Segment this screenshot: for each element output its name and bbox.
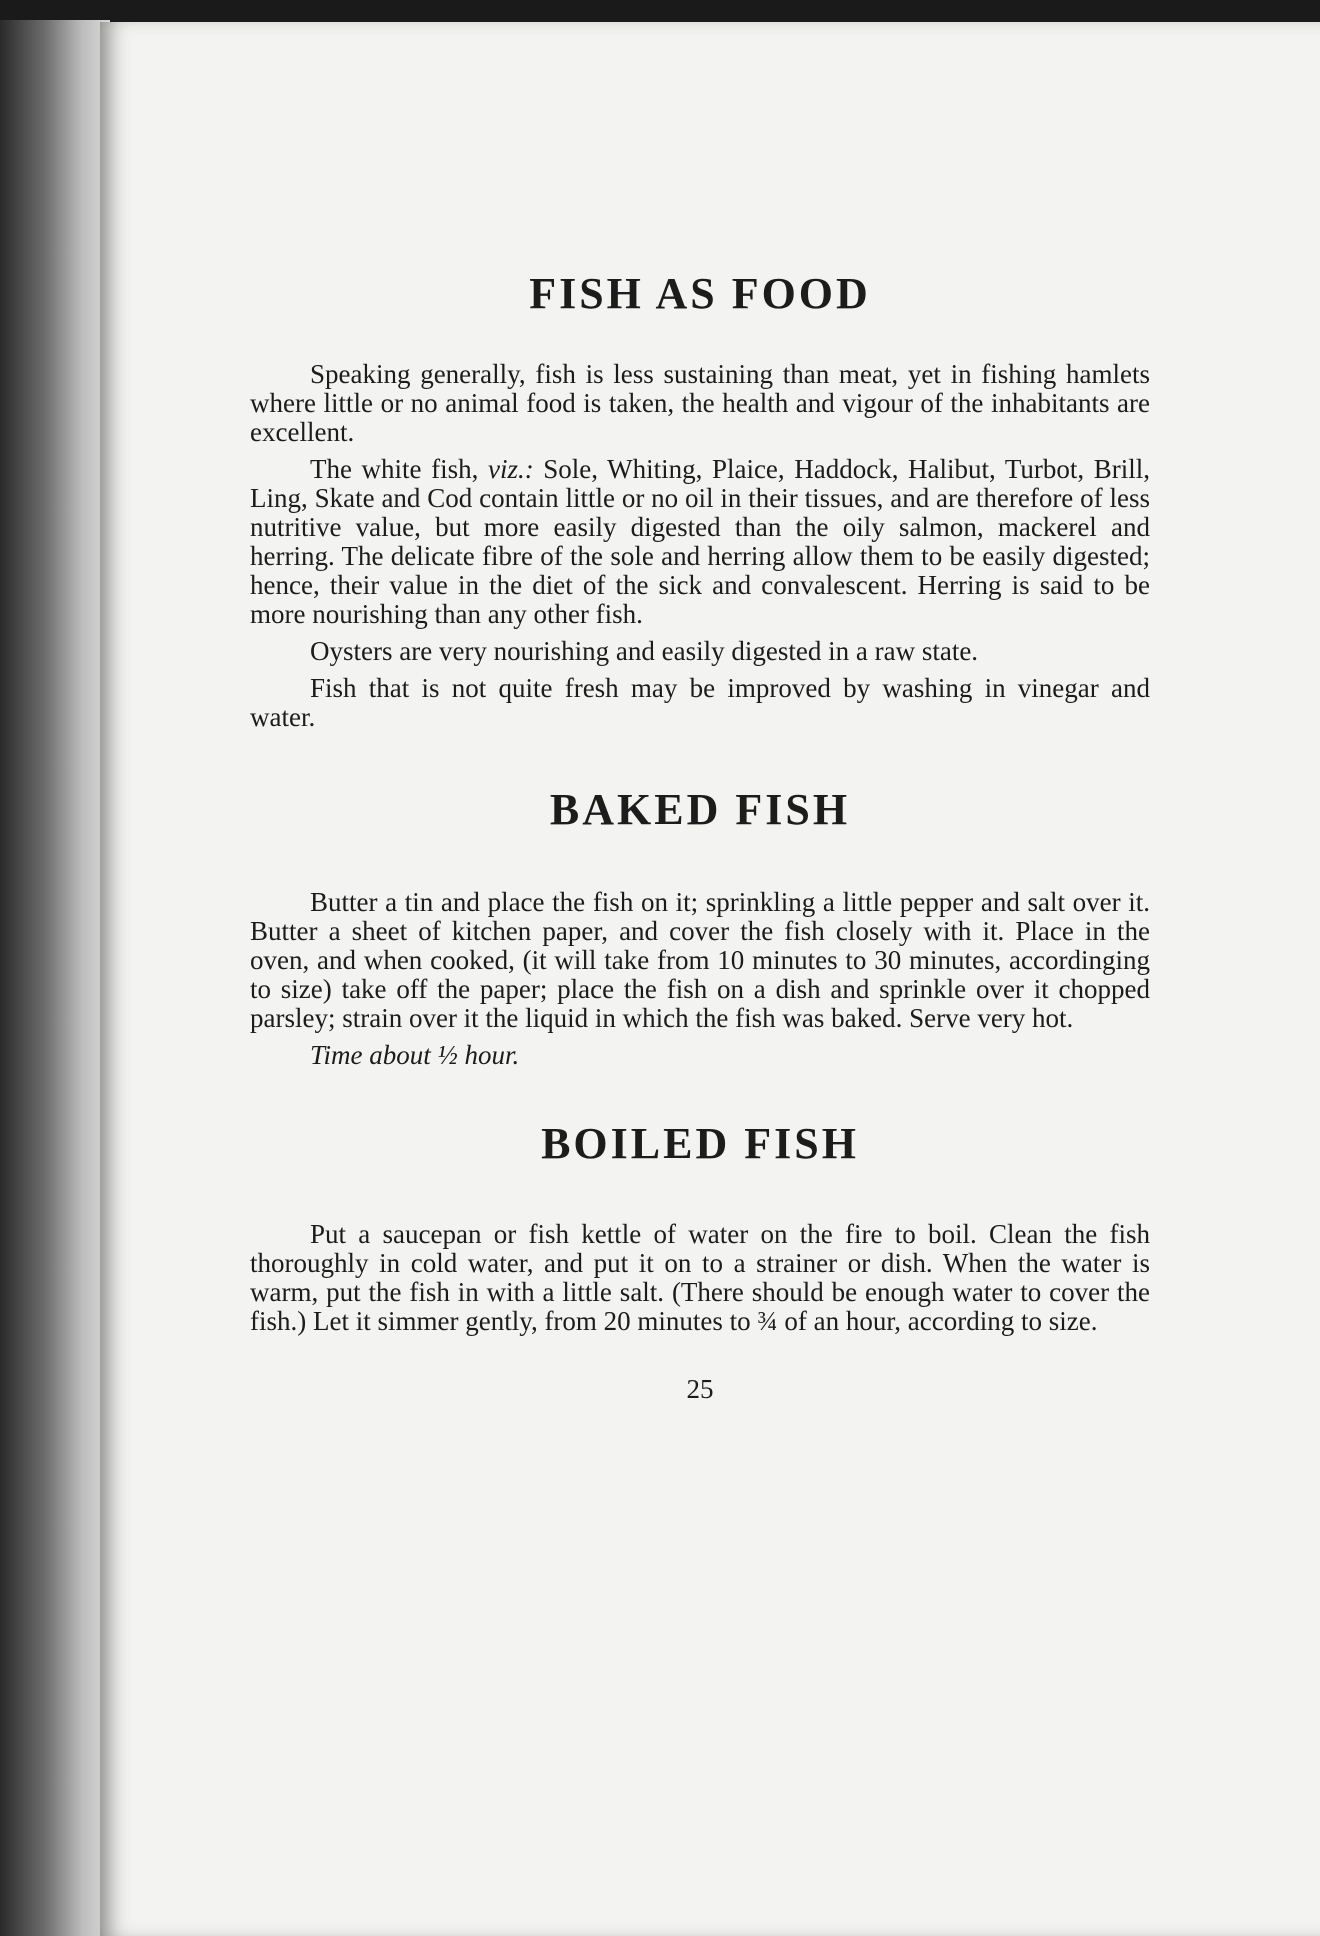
section-title: BAKED FISH [549, 785, 851, 834]
section-fish-as-food [250, 269, 1151, 732]
paragraph [250, 455, 1150, 629]
section-title: BOILED FISH [541, 1119, 859, 1168]
paragraph: Oysters are very nourishing and easily digested in a raw state. [310, 636, 979, 666]
page-content [250, 269, 1151, 1405]
paragraph: Fish that is not quite fresh may be improved by washing in vinegar and water. [250, 673, 1150, 732]
section-baked-fish [250, 785, 1150, 1070]
book-page [100, 22, 1320, 1936]
time-note: Time about ½ hour. [310, 1040, 520, 1070]
paragraph: Speaking generally, fish is less sustaining than meat, yet in fishing hamlets where little or no animal food is taken, the health and vigour of the inhabitants are excellent. [250, 359, 1150, 447]
paragraph-text: Sole, Whiting, Plaice, Haddock, Halibut, Turbot, Brill, Ling, Skate and Cod contain little or no oil in their tissues, and are therefore of less nutritive value, but more easily digested than the oily salmon, mackerel and herring. The delicate fibre of the sole and herring allow them to be easily digested; hence, their value in the diet of the sick and convalescent. Herring is said to be more nourishing than any other fish. [250, 454, 1151, 629]
paragraph: Butter a tin and place the fish on it; sprinkling a little pepper and salt over it. Butter a sheet of kitchen paper, and cover the fish closely with it. Place in the oven, and when cooked, (it will take from 10 minutes to 30 minutes, accordinging to size) take off the paper; place the fish on a dish and sprinkle over it chopped parsley; strain over it the liquid in which the fish was baked. Serve very hot. [250, 887, 1150, 1033]
paragraph: Put a saucepan or fish kettle of water on the fire to boil. Clean the fish thoroughly in cold water, and put it on to a strainer or dish. When the water is warm, put the fish in with a little salt. (There should be enough water to cover the fish.) Let it simmer gently, from 20 minutes to ¾ of an hour, according to size. [250, 1219, 1150, 1336]
section-boiled-fish [250, 1119, 1150, 1336]
paragraph-text: The white fish, [310, 454, 488, 484]
book-spine-edge [0, 20, 110, 1936]
italic-text: viz.: [487, 454, 534, 484]
section-title: FISH AS FOOD [529, 269, 871, 318]
page-number: 25 [686, 1374, 714, 1404]
